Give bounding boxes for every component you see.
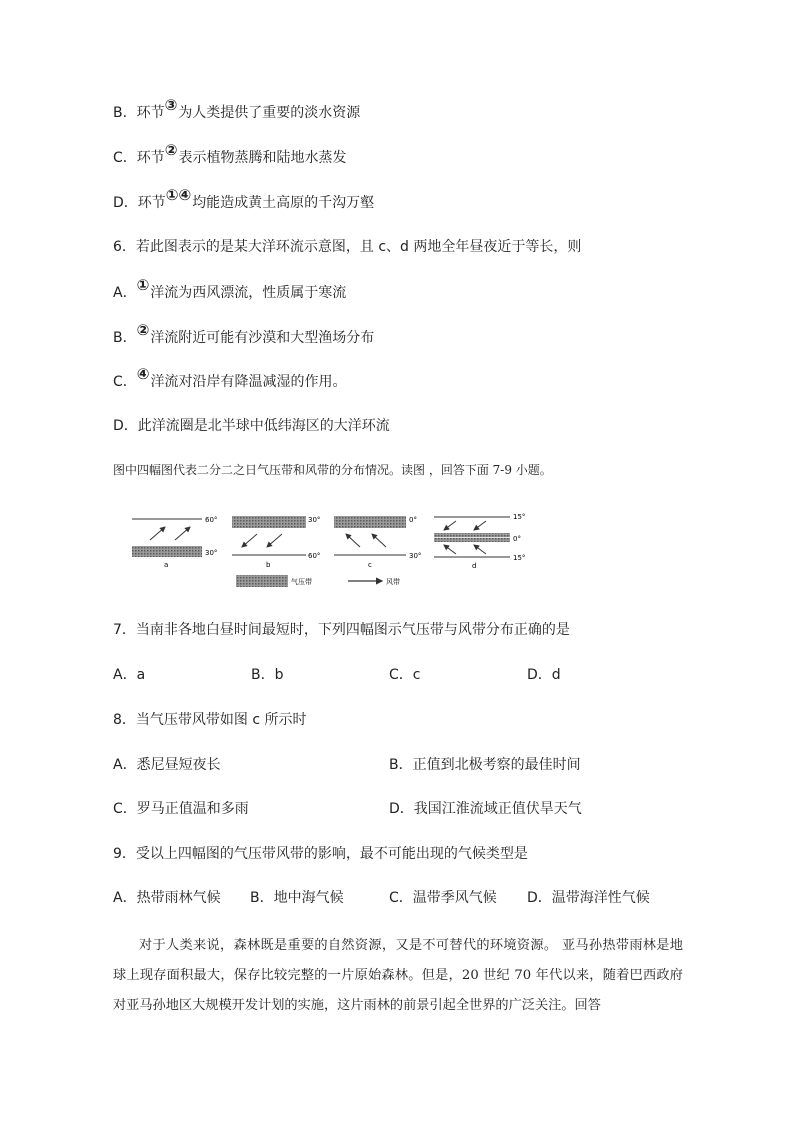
q8-option-b: B．正值到北极考察的最佳时间 (389, 757, 581, 773)
q6-option-d: D．此洋流圈是北半球中低纬海区的大洋环流 (113, 418, 390, 434)
pressure-belt (132, 546, 202, 557)
figure-intro: 图中四幅图代表二分二之日气压带和风带的分布情况。读图 ，回答下面 7-9 小题。 (113, 463, 552, 477)
lat-label: 0° (409, 516, 417, 524)
q7-option-d: D．d (527, 667, 561, 683)
lat-label: 60° (308, 552, 321, 560)
panel-label: b (266, 561, 271, 569)
circled-number: ② (136, 321, 150, 339)
circled-number: ③ (164, 96, 178, 114)
lat-label: 60° (205, 516, 218, 524)
legend-pressure-label: 气压带 (291, 578, 312, 586)
panel-label: c (368, 561, 372, 569)
lat-label: 15° (513, 513, 526, 521)
circled-number: ① (136, 276, 150, 294)
panel-c (334, 516, 421, 569)
pressure-belt (334, 516, 406, 528)
panel-label: d (472, 562, 477, 570)
q7-option-c: C．c (389, 667, 421, 683)
panel-b (232, 516, 320, 569)
panel-a (132, 516, 217, 569)
q7-stem: 7．当南非各地白昼时间最短时，下列四幅图示气压带与风带分布正确的是 (113, 622, 570, 638)
lat-label: 15° (513, 554, 526, 562)
q5-option-b: B．环节③为人类提供了重要的淡水资源 (113, 96, 361, 121)
q9-option-b: B．地中海气候 (250, 890, 344, 906)
q6-option-b: B．②洋流附近可能有沙漠和大型渔场分布 (113, 321, 375, 346)
q9-stem: 9．受以上四幅图的气压带风带的影响，最不可能出现的气候类型是 (113, 846, 528, 862)
circled-number: ② (164, 141, 178, 159)
q7-option-b: B．b (251, 667, 284, 683)
q8-option-c: C．罗马正值温和多雨 (113, 801, 249, 817)
circled-number: ①④ (165, 186, 192, 204)
q5-option-c: C．环节②表示植物蒸腾和陆地水蒸发 (113, 141, 347, 166)
panel-label: a (164, 561, 169, 569)
q9-option-d: D．温带海洋性气候 (527, 890, 650, 906)
lat-label: 30° (205, 549, 218, 557)
q8-stem: 8．当气压带风带如图 c 所示时 (113, 712, 307, 728)
q6-option-a: A．①洋流为西风漂流，性质属于寒流 (113, 276, 347, 301)
legend-pressure-swatch (236, 575, 288, 587)
figure-legend (236, 575, 400, 587)
q9-option-a: A．热带雨林气候 (113, 890, 221, 906)
q5-option-d: D．环节①④均能造成黄土高原的千沟万壑 (113, 186, 375, 211)
lat-label: 0° (513, 535, 521, 543)
legend-wind-label: 风带 (386, 578, 400, 586)
lat-label: 30° (308, 516, 321, 524)
lat-label: 30° (409, 552, 422, 560)
panel-d (434, 513, 525, 570)
pressure-belt (232, 516, 306, 528)
q8-option-a: A．悉尼昼短夜长 (113, 757, 221, 773)
pressure-wind-belt-figure (120, 505, 540, 600)
q6-stem: 6．若此图表示的是某大洋环流示意图，且 c、d 两地全年昼夜近于等长，则 (113, 239, 582, 255)
passage-text: 对于人类来说，森林既是重要的自然资源，又是不可替代的环境资源。 亚马孙热带雨林是地球上现存面积最大，保存比较完整的一片原始森林。但是，20 世纪 70 年代以来，随着巴西政府对亚马孙地区大规模开发计划的实施，这片雨林的前景引起全世界的广泛关注。回答 (113, 938, 683, 1013)
circled-number: ④ (136, 365, 150, 383)
q6-option-c: C．④洋流对沿岸有降温减湿的作用。 (113, 365, 347, 390)
q9-option-c: C．温带季风气候 (389, 890, 497, 906)
q8-option-d: D．我国江淮流域正值伏旱天气 (389, 801, 582, 817)
q7-option-a: A．a (113, 667, 146, 683)
